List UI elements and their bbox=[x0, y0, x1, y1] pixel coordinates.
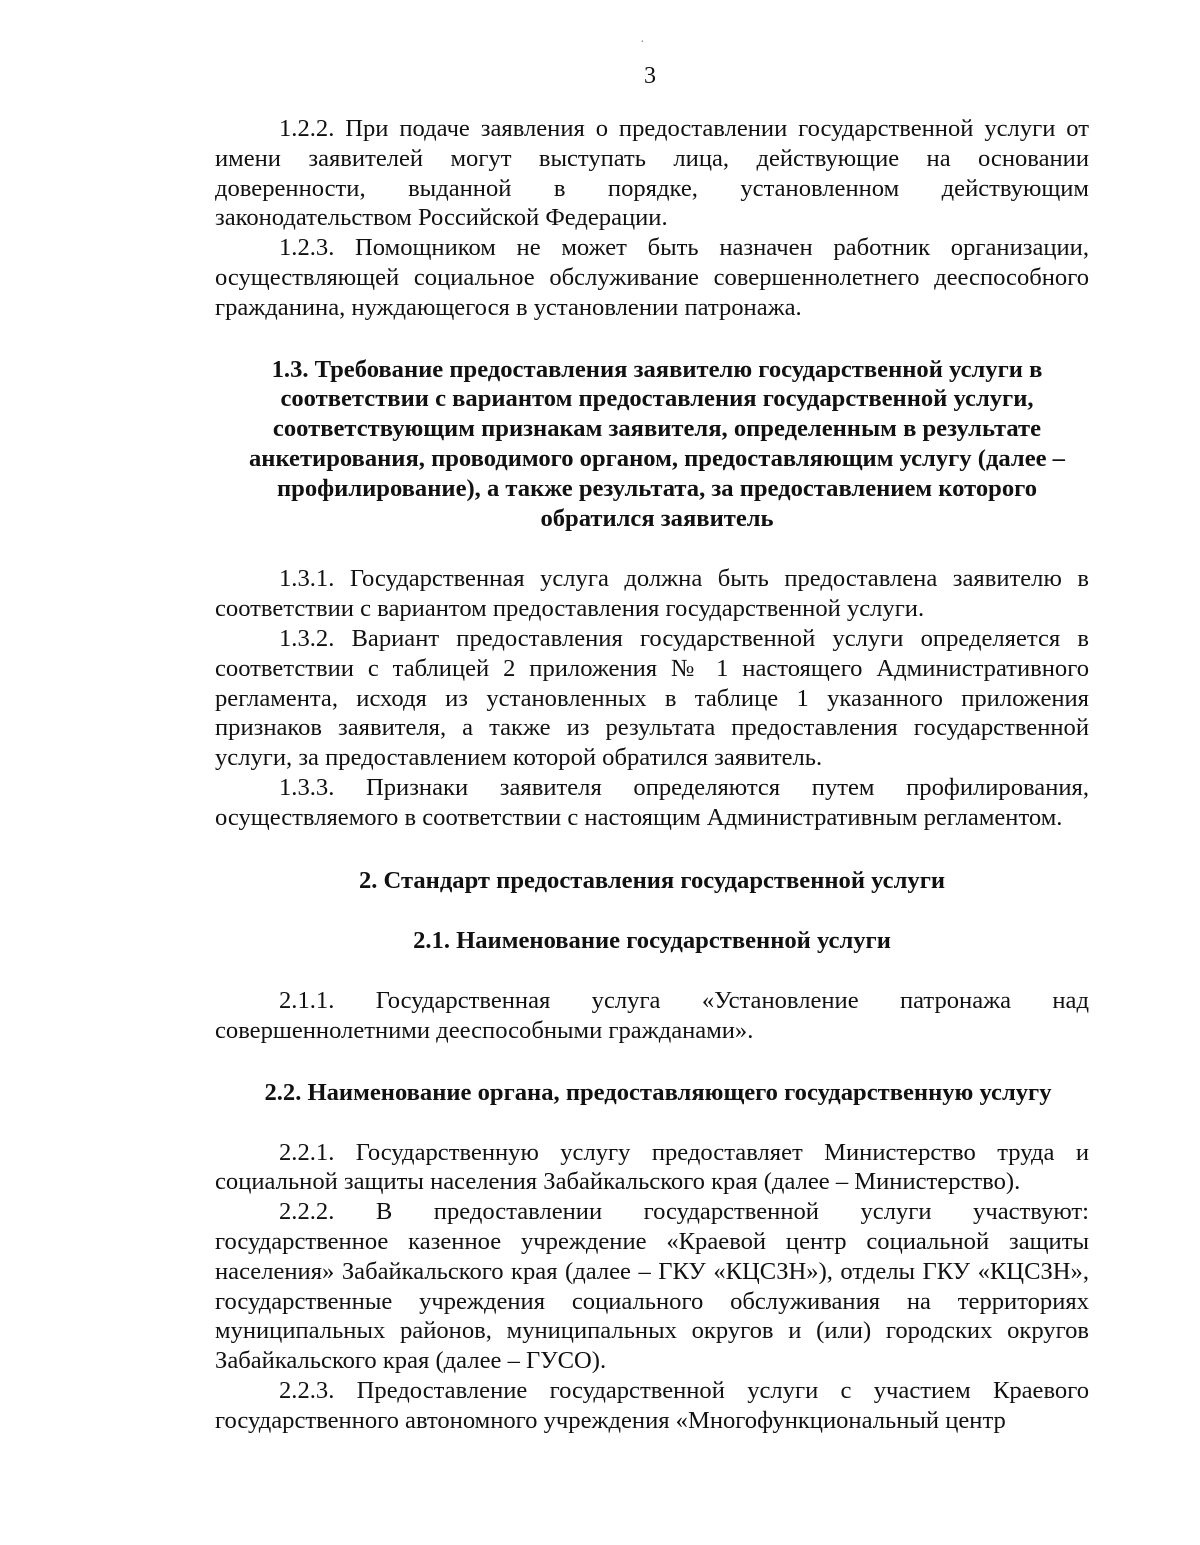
paragraph-1-3-1: 1.3.1. Государственная услуга должна быть предоставлена заявителю в соответствии с вариантом предоставления государственной услуги. bbox=[215, 565, 1089, 623]
paragraph-2-2-3: 2.2.3. Предоставление государственной услуги с участием Краевого государственного автономного учреждения «Многофункциональный центр bbox=[215, 1376, 1089, 1434]
heading-2-2: 2.2. Наименование органа, предоставляющего государственную услугу bbox=[264, 1078, 1052, 1106]
paragraph-1-3-3: 1.3.3. Признаки заявителя определяются путем профилирования, осуществляемого в соответствии с настоящим Административным регламентом. bbox=[215, 773, 1089, 831]
paragraph-1-2-3: 1.2.3. Помощником не может быть назначен работник организации, осуществляющей социальное обслуживание совершеннолетнего дееспособного гражданина, нуждающегося в установлении патронажа. bbox=[215, 234, 1089, 321]
heading-2-1: 2.1. Наименование государственной услуги bbox=[413, 927, 891, 955]
heading-2: 2. Стандарт предоставления государственной услуги bbox=[358, 866, 946, 894]
paragraph-2-2-1: 2.2.1. Государственную услугу предоставляет Министерство труда и социальной защиты населения Забайкальского края (далее – Министерство). bbox=[215, 1138, 1089, 1196]
paragraph-1-2-2: 1.2.2. При подаче заявления о предоставлении государственной услуги от имени заявителей могут выступать лица, действующие на основании доверенности, выданной в порядке, установленном действующим законодательством Российской Федерации. bbox=[215, 115, 1089, 232]
scan-speck: · bbox=[640, 35, 645, 50]
page-number: 3 bbox=[644, 63, 656, 89]
paragraph-2-1-1: 2.1.1. Государственная услуга «Установление патронажа над совершеннолетними дееспособными гражданами». bbox=[215, 987, 1089, 1044]
document-body bbox=[215, 114, 1089, 1435]
paragraph-1-3-2: 1.3.2. Вариант предоставления государственной услуги определяется в соответствии с таблицей 2 приложения № 1 настоящего Административного регламента, исходя из установленных в таблице 1 указанного приложения признаков заявителя, а также из результата предоставления государственной услуги, за предоставлением которой обратился заявитель. bbox=[215, 624, 1089, 772]
heading-1-3: 1.3. Требование предоставления заявителю государственной услуги в соответствии с вариантом предоставления государственной услуги, соответствующим признакам заявителя, определенным в результате анкетирования, проводимого органом, предоставляющим услугу (далее – профилирование), а также результата, за предоставлением которого обратился заявитель bbox=[249, 355, 1065, 532]
paragraph-2-2-2: 2.2.2. В предоставлении государственной услуги участвуют: государственное казенное учреждение «Краевой центр социальной защиты населения» Забайкальского края (далее – ГКУ «КЦСЗН»), отделы ГКУ «КЦСЗН», государственные учреждения социального обслуживания на территориях муниципальных районов, муниципальных округов и (или) городских округов Забайкальского края (далее – ГУСО). bbox=[215, 1198, 1089, 1375]
